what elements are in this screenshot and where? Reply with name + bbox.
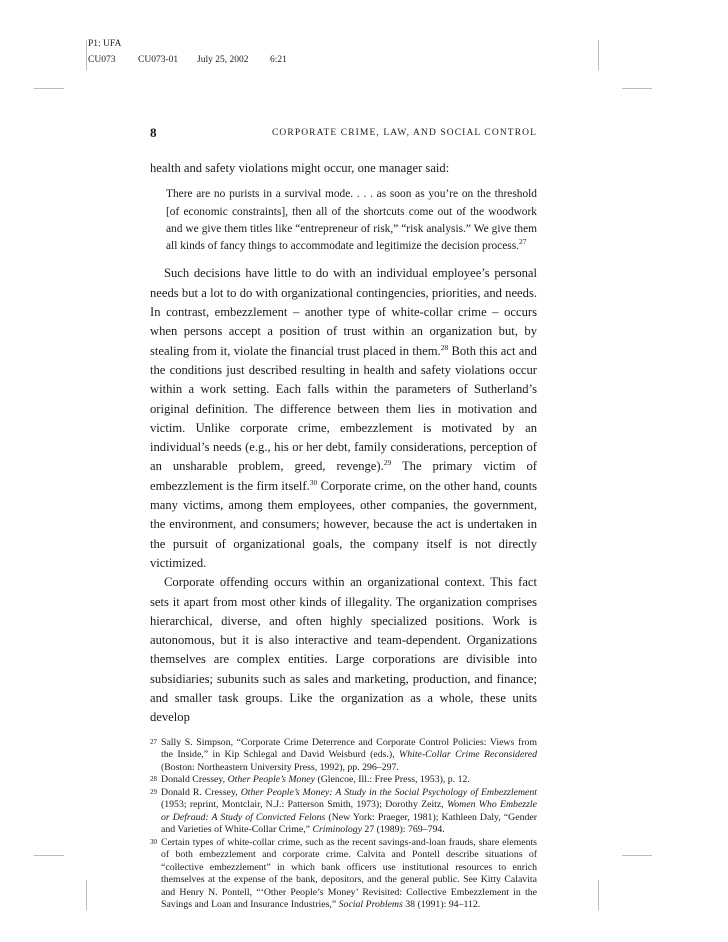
footnote-number: 28 [150, 775, 157, 784]
footnote-text: (New York: Praeger, 1981); Kathleen Daly, “Gender and Varieties of White-Collar Crime,” [161, 811, 537, 836]
running-title: CORPORATE CRIME, LAW, AND SOCIAL CONTROL [271, 128, 537, 138]
footnote-text: Donald R. Cressey, [161, 786, 241, 798]
crop-mark-top-right [622, 88, 652, 89]
book-page [150, 125, 537, 912]
footnote-ref-29: 29 [383, 458, 392, 468]
footnote-title: Social Problems [338, 899, 403, 911]
footnote-ref-28: 28 [440, 342, 449, 352]
block-quote-text: There are no purists in a survival mode. . . . as soon as you’re on the threshold [of economic constraints], then all of the shortcuts come out of the woodwork and we give them titles like “entrepreneur of risk,” “risk analysis.” We give them all kinds of fancy things to accommodate and legitimize the decision process. [166, 188, 537, 253]
footnote-ref-30: 30 [309, 477, 318, 487]
footnote-ref-27: 27 [519, 237, 527, 247]
crop-mark-bottom-right [622, 855, 652, 856]
lead-sentence: health and safety violations might occur, one manager said: [150, 161, 450, 175]
footnote-title: Other People’s Money [227, 774, 315, 786]
footnote-text: (1953; reprint, Montclair, N.J.: Patterson Smith, 1973); Dorothy Zeitz, [161, 799, 447, 811]
print-slug: P1: UFA [88, 39, 122, 49]
paragraph-text: Both this act and the conditions just described resulting in health and safety violations occur within a work setting. Each falls within the parameters of Sutherland’s original definition. The difference between them lies in motivation and victim. Unlike corporate crime, embezzlement is motivated by an individual’s needs (e.g., his or her debt, family considerations, perception of an unsharable problem, greed, revenge). [150, 343, 537, 474]
footnote-title: Women Who Embezzle or Defraud: A Study of Convicted Felons [161, 799, 538, 823]
footnote-text: Certain types of white-collar crime, such as the recent savings-and-loan frauds, share elements of both embezzlement and corporate crime. Calvita and Pontell describe situations of “collective embezzlement” in which bank officers use institutional resources to enrich themselves at the expense of the bank, depositors, and the general public. See Kitty Calavita and Henry N. Pontell, “‘Other People’s Money’ Revisited: Collective Embezzlement in the Savings and Loan and Insurance Industries,” [161, 836, 537, 911]
print-time: 6:21 [270, 55, 287, 65]
chapter-code: CU073-01 [138, 55, 179, 65]
body-text [150, 159, 537, 728]
footnote-28 [150, 774, 537, 787]
footnote-text: (Boston: Northeastern University Press, 1992), pp. 296–297. [161, 761, 399, 773]
paragraph-embezzlement [150, 264, 537, 573]
footnote-text: 38 (1991): 94–112. [402, 899, 481, 911]
paragraph-text: Such decisions have little to do with an individual employee’s personal needs but a lot to do with organizational contingencies, priorities, and needs. In contrast, embezzlement – another type of white-collar crime – occurs when persons accept a position of trust within an organization but, by stealing from it, violate the financial trust placed in them. [150, 266, 537, 358]
footnote-title: White-Collar Crime Reconsidered [399, 749, 537, 761]
footnote-number: 29 [150, 787, 157, 796]
crop-mark-bottom-left [34, 855, 64, 856]
crop-mark-bottom-left-vertical [86, 880, 87, 910]
footnote-number: 27 [150, 737, 157, 746]
page-number: 8 [150, 125, 157, 140]
footnote-title: Criminology [312, 824, 362, 836]
footnotes [150, 737, 537, 912]
footnote-number: 30 [150, 837, 157, 846]
footnote-30 [150, 837, 537, 912]
footnote-text: (Glencoe, Ill.: Free Press, 1953), p. 12. [315, 774, 470, 786]
crop-mark-top-right-vertical [598, 40, 599, 70]
crop-mark-top-left [34, 88, 64, 89]
footnote-text: Donald Cressey, [161, 774, 228, 786]
paragraph-text: Corporate crime, on the other hand, counts many victims, among them employees, other companies, the government, the environment, and consumers; however, because the act is undertaken in the pursuit of organizational goals, the company itself is not directly victimized. [150, 478, 538, 570]
footnote-29 [150, 787, 537, 837]
footnote-text: 27 (1989): 769–794. [361, 824, 445, 836]
crop-mark-bottom-right-vertical [598, 880, 599, 910]
block-quote [166, 186, 537, 255]
footnote-27 [150, 737, 537, 775]
job-code: CU073 [88, 55, 116, 65]
footnote-title: Other People’s Money: A Study in the Social Psychology of Embezzlement [240, 786, 537, 798]
crop-mark-top-left-vertical [86, 40, 87, 70]
print-date: July 25, 2002 [197, 55, 249, 65]
running-head [150, 125, 537, 143]
paragraph-organizational-context: Corporate offending occurs within an organizational context. This fact sets it apart from most other kinds of illegality. The organization comprises hierarchical, diverse, and often highly specialized positions. Work is autonomous, but it is also interactive and team-dependent. Organizations themselves are complex entities. Large corporations are divisible into subsidiaries; subunits such as sales and marketing, production, and finance; and smaller task groups. Like the organization as a whole, these units develop [150, 575, 537, 725]
footnote-text: Sally S. Simpson, “Corporate Crime Deterrence and Corporate Control Policies: Views from the Inside,” in Kip Schlegal and David Weisburd (eds.), [161, 736, 537, 761]
paragraph-text: The primary victim of embezzlement is the firm itself. [150, 459, 537, 493]
